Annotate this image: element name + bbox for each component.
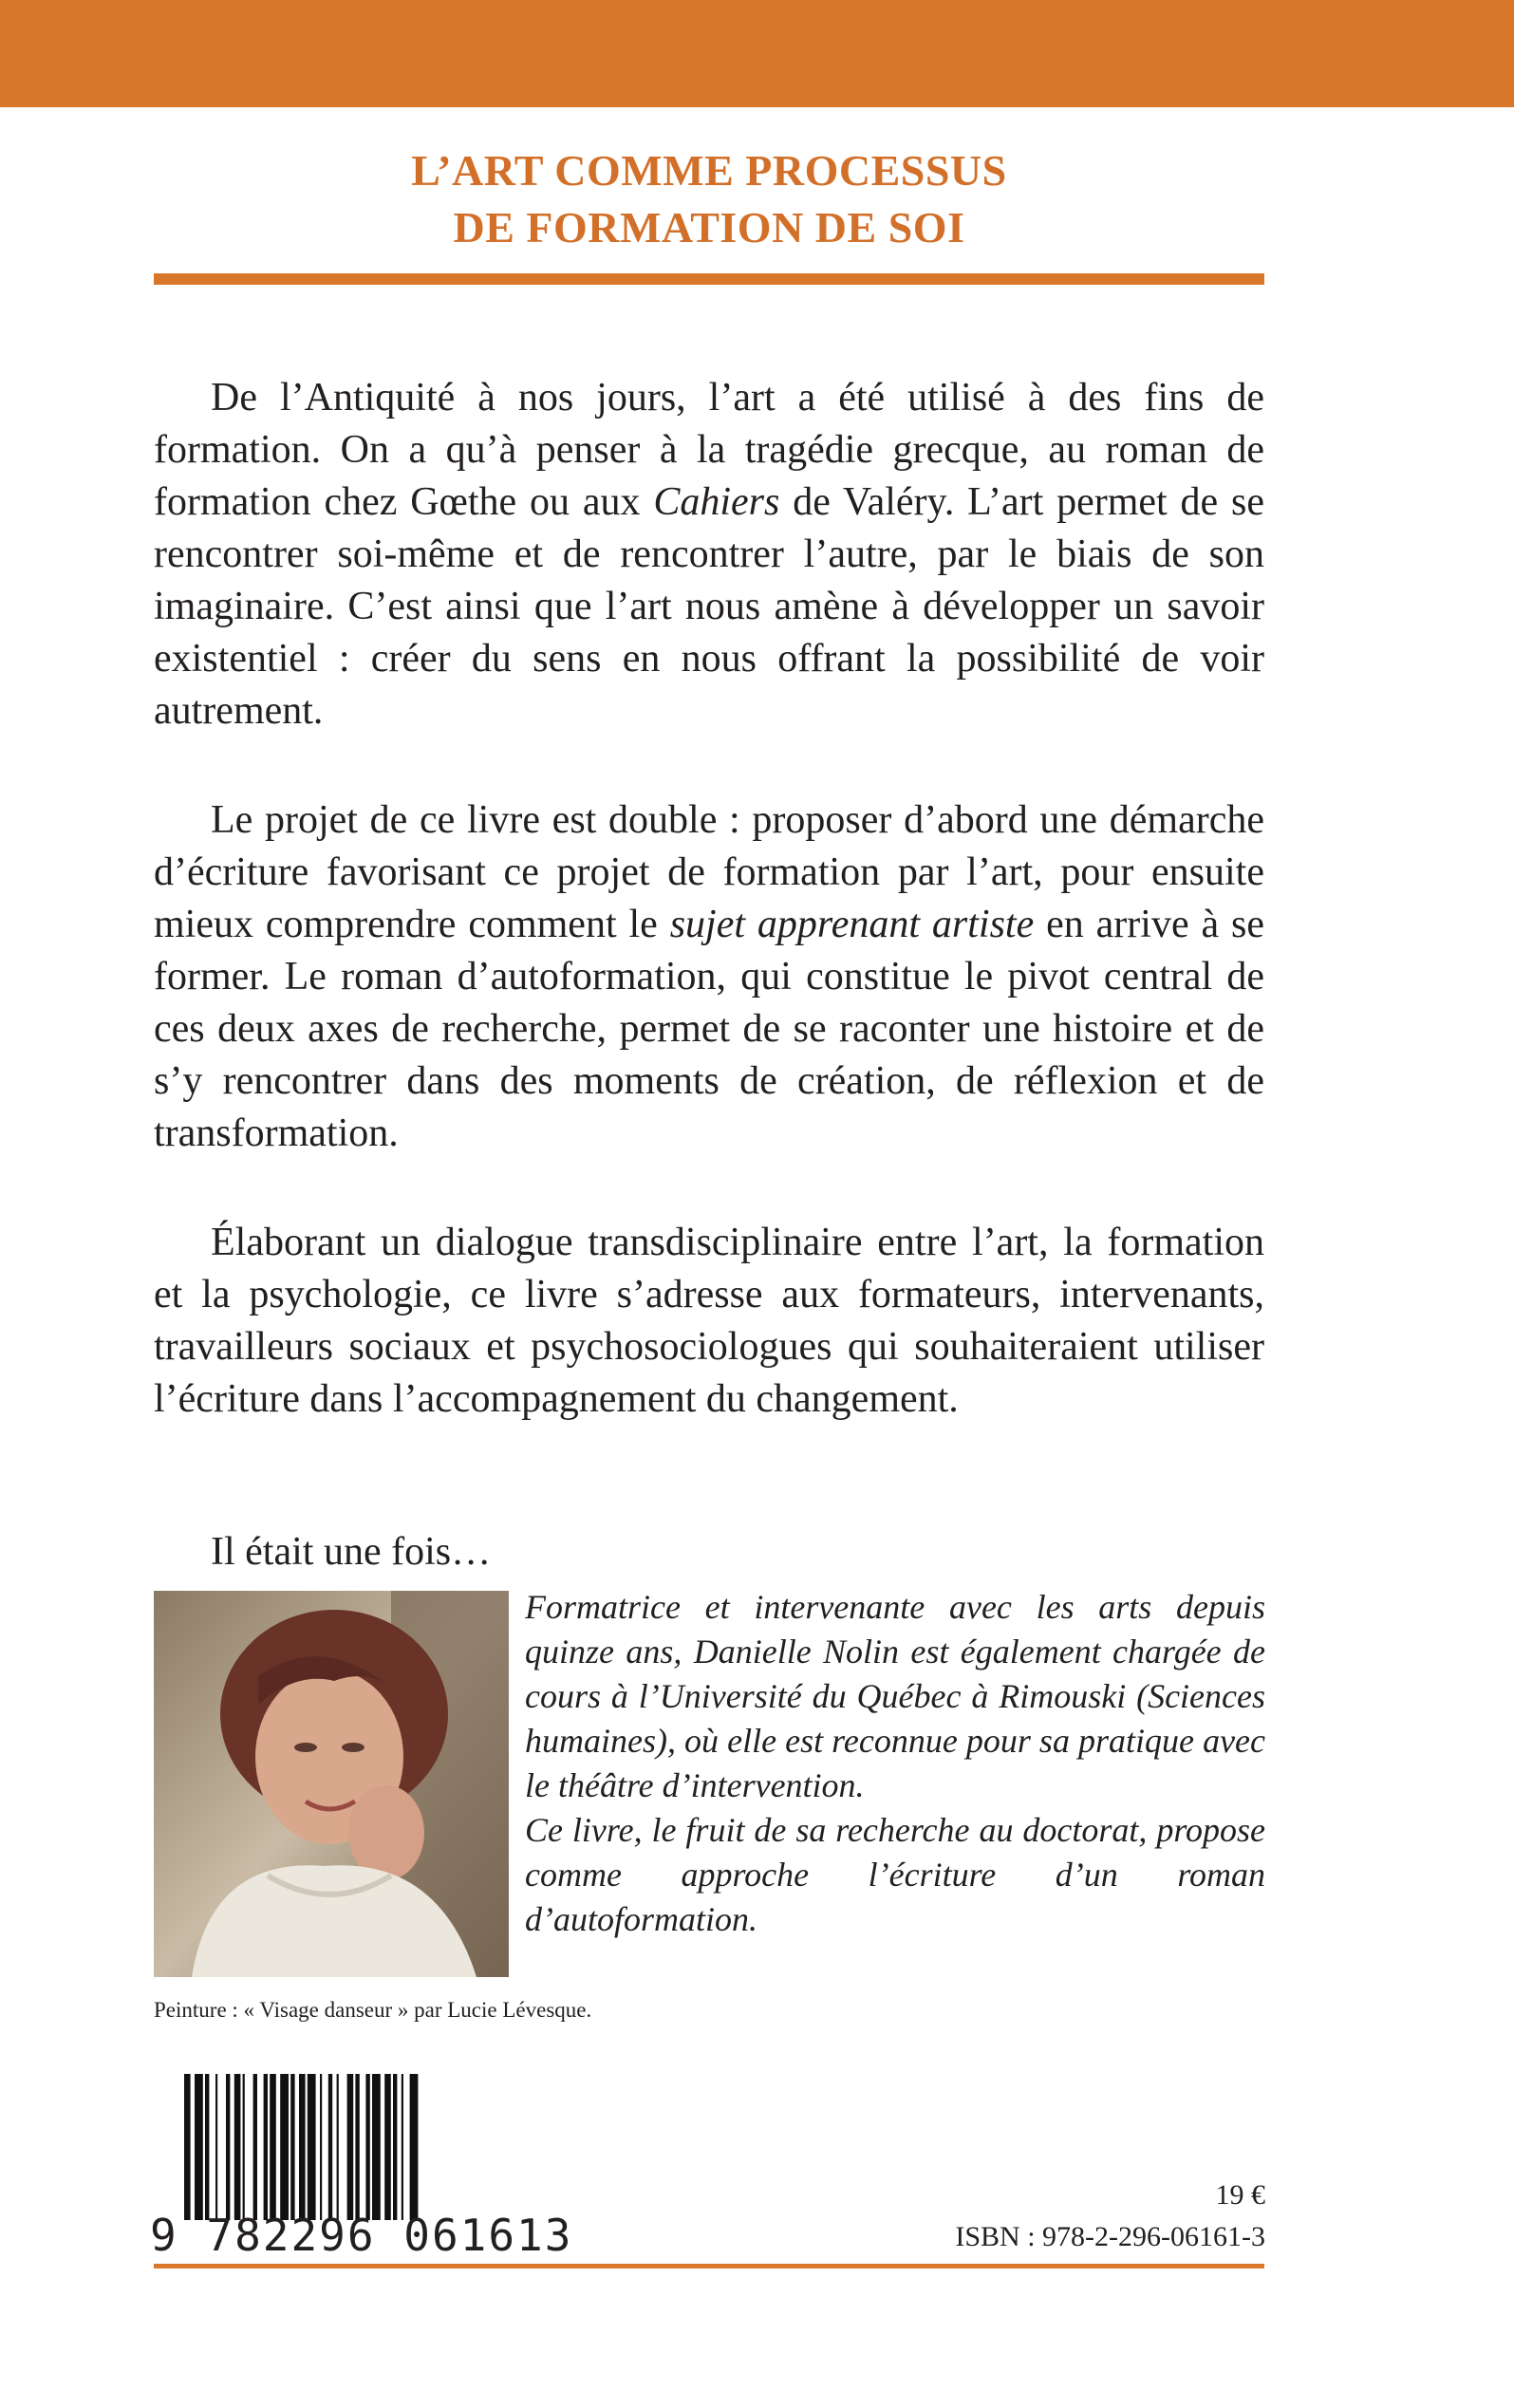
title-divider	[154, 273, 1264, 285]
barcode-image	[182, 2074, 558, 2220]
barcode-digits: 9 782296 061613	[150, 2210, 573, 2261]
price: 19 €	[1215, 2179, 1265, 2211]
bottom-divider	[154, 2264, 1264, 2268]
author-portrait-image	[154, 1591, 509, 1977]
top-color-band	[0, 0, 1514, 107]
bio-paragraph-1: Formatrice et intervenante avec les arts depuis quinze ans, Danielle Nolin est également chargée de cours à l’Université du Québec à Rimouski (Sciences humaines), où elle est reconnue pour sa pratique avec le théâtre d’intervention.	[525, 1588, 1265, 1804]
book-title	[154, 142, 1264, 256]
author-photo	[154, 1591, 509, 1977]
paragraph-1: De l’Antiquité à nos jours, l’art a été utilisé à des fins de formation. On a qu’à penser à la tragédie grecque, au roman de formation chez Gœthe ou aux Cahiers de Valéry. L’art permet de se rencontrer soi-même et de rencontrer l’autre, par le biais de son imaginaire. C’est ainsi que l’art nous amène à développer un savoir existentiel : créer du sens en nous offrant la possibilité de voir autrement.	[154, 376, 1264, 733]
title-line-1: L’ART COMME PROCESSUS	[411, 146, 1007, 195]
barcode-bars	[182, 2074, 558, 2220]
paragraph-3: Élaborant un dialogue transdisciplinaire entre l’art, la formation et la psychologie, ce livre s’adresse aux formateurs, intervenants, travailleurs sociaux et psychosociologues qui souhaiteraient utiliser l’écriture dans l’accompagnement du changement.	[154, 1221, 1264, 1421]
author-bio	[525, 1585, 1265, 1942]
title-line-2: DE FORMATION DE SOI	[453, 203, 965, 252]
paragraph-2: Le projet de ce livre est double : proposer d’abord une démarche d’écriture favorisant ce projet de formation par l’art, pour ensuite mieux comprendre comment le sujet apprenant artiste en arrive à se former. Le roman d’autoformation, qui constitue le pivot central de ces deux axes de recherche, permet de se raconter une histoire et de s’y rencontrer dans des moments de création, de réflexion et de transformation.	[154, 798, 1264, 1155]
painting-credit: Peinture : « Visage danseur » par Lucie Lévesque.	[154, 1998, 592, 2022]
paragraph-4: Il était une fois…	[211, 1530, 492, 1574]
isbn: ISBN : 978-2-296-06161-3	[955, 2221, 1265, 2252]
bio-paragraph-2: Ce livre, le fruit de sa recherche au doctorat, propose comme approche l’écriture d’un roman d’autoformation.	[525, 1811, 1265, 1938]
